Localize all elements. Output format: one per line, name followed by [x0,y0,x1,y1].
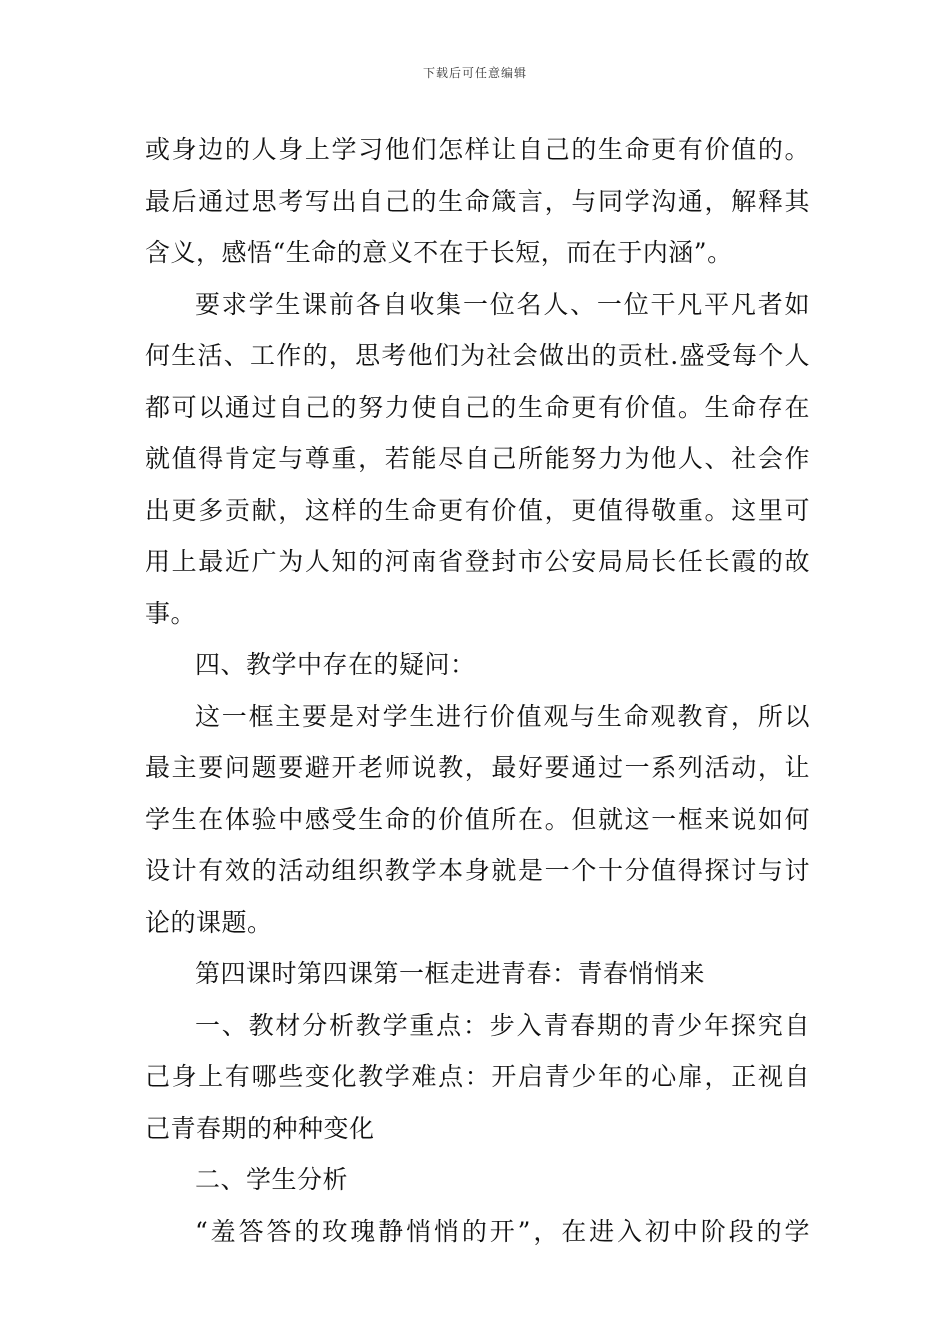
paragraph [145,1000,810,1155]
text-line: 就值得肯定与尊重，若能尽自己所能努力为他人、社会作 [145,444,810,473]
text-line: 二、学生分析 [195,1165,349,1194]
text-line: 己青春期的种种变化 [145,1113,375,1143]
text-line: 第四课时第四课第一框走进青春：青春悄悄来 [195,959,706,988]
text-line: 设计有效的活动组织教学本身就是一个十分值得探讨与讨 [145,856,810,885]
text-line: 出更多贡献，这样的生命更有价值，更值得敬重。这里可 [145,495,810,525]
paragraph [145,124,810,279]
text-line: 学生在体验中感受生命的价值所在。但就这一框来说如何 [145,804,810,834]
text-line: “羞答答的玫瑰静悄悄的开”，在进入初中阶段的学 [195,1216,810,1246]
paragraph [145,691,810,949]
lesson-title [145,948,810,1000]
paragraph [145,279,810,640]
text-line: 一、教材分析教学重点：步入青春期的青少年探究自 [195,1010,810,1040]
document-body [145,124,810,1257]
text-line: 何生活、工作的，思考他们为社会做出的贡杜.盛受每个人 [145,341,810,370]
text-line: 用上最近广为人知的河南省登封市公安局局长任长霞的故 [145,547,810,576]
text-line: 己身上有哪些变化教学难点：开启青少年的心扉，正视自 [145,1062,810,1091]
text-line: 事。 [145,598,197,628]
paragraph [145,1206,810,1258]
text-line: 要求学生课前各自收集一位名人、一位干凡平凡者如 [195,289,810,319]
page-header: 下载后可任意编辑 [422,66,527,80]
text-line: 最主要问题要避开老师说教，最好要通过一系列活动，让 [145,753,810,782]
text-line: 四、教学中存在的疑问： [195,650,476,679]
text-line: 含义，感悟“生命的意义不在于长短，而在于内涵”。 [145,238,733,267]
text-line: 论的课题。 [145,907,273,937]
section-heading [145,639,810,691]
text-line: 都可以通过自己的努力使自己的生命更有价值。生命存在 [145,392,810,422]
text-line: 最后通过思考写出自己的生命箴言，与同学沟通，解释其 [145,186,810,216]
text-line: 这一框主要是对学生进行价值观与生命观教育，所以 [195,701,810,731]
text-line: 或身边的人身上学习他们怎样让自己的生命更有价值的。 [145,135,810,164]
section-heading [145,1154,810,1206]
